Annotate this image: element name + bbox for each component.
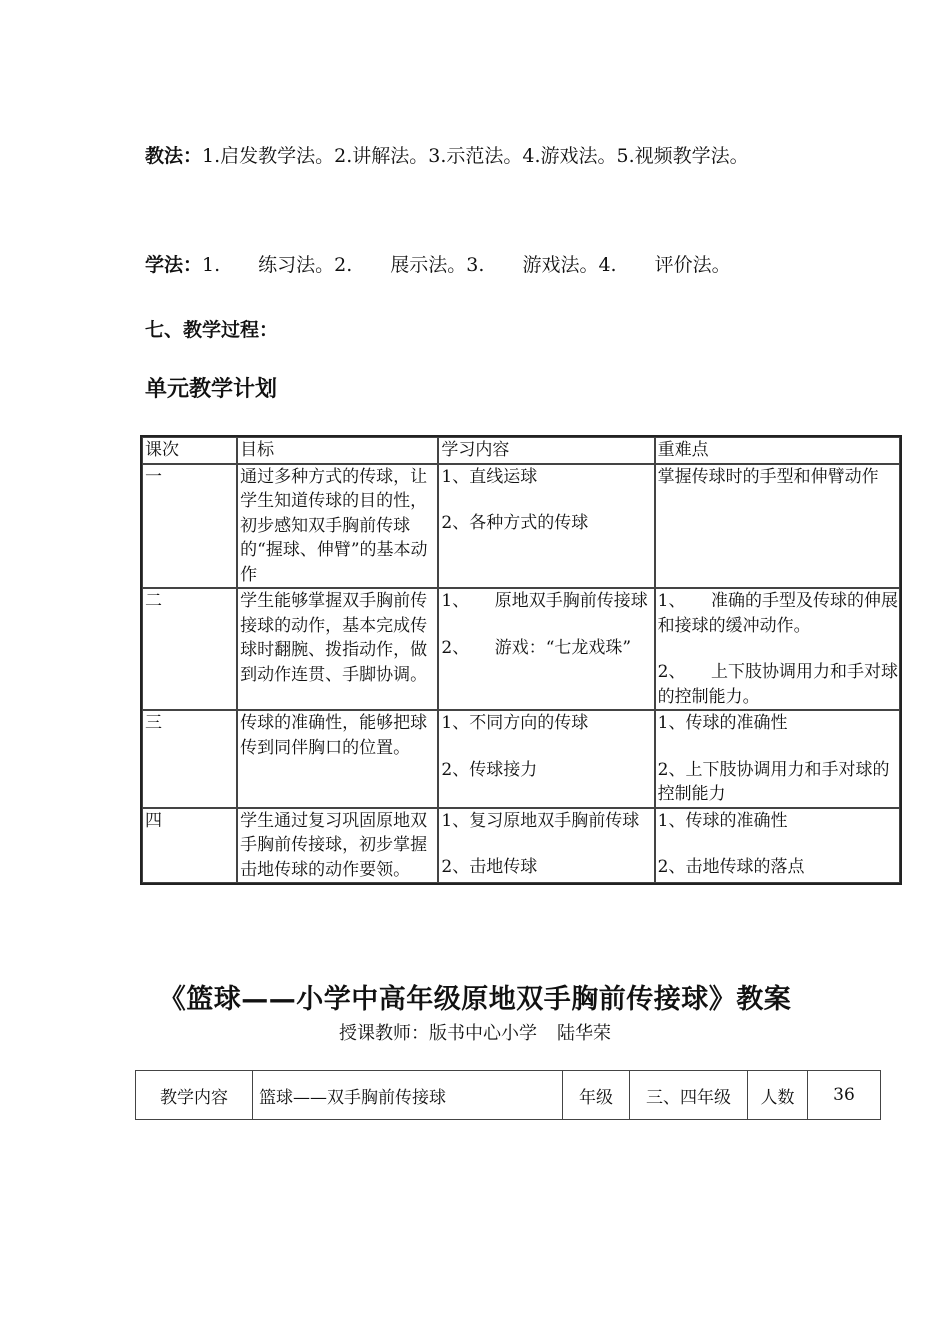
learning-methods-label: 学法： <box>145 254 203 276</box>
goal-cell: 学生能够掌握双手胸前传接球的动作，基本完成传球时翻腕、拨指动作，做到动作连贯、手脚协调。 <box>237 588 438 710</box>
key-point-item: 2、击地传球的落点 <box>657 857 805 877</box>
key-point-item: 1、 准确的手型及传球的伸展和接球的缓冲动作。 <box>657 591 898 636</box>
content-cell <box>438 588 654 710</box>
learning-methods <box>145 243 805 287</box>
lesson-info-table <box>135 1070 881 1120</box>
key-point-item: 2、 上下肢协调用力和手对球的控制能力。 <box>657 662 898 707</box>
table-row <box>136 1071 881 1120</box>
learning-method-item: 游戏法。4. <box>522 254 617 276</box>
content-item: 1、不同方向的传球 <box>441 713 589 733</box>
key-points-cell <box>655 808 900 884</box>
teaching-methods-label: 教法： <box>145 145 203 167</box>
goal-cell: 通过多种方式的传球，让学生知道传球的目的性，初步感知双手胸前传球的“握球、伸臂”的基本动作 <box>237 464 438 589</box>
content-item: 2、击地传球 <box>441 857 538 877</box>
column-header: 课次 <box>142 437 237 464</box>
column-header: 重难点 <box>655 437 900 464</box>
learning-method-item: 练习法。2. <box>258 254 353 276</box>
column-header: 学习内容 <box>438 437 654 464</box>
count-value-cell: 36 <box>808 1071 881 1120</box>
content-item: 2、各种方式的传球 <box>441 513 589 533</box>
content-value-cell: 篮球——双手胸前传接球 <box>253 1071 563 1120</box>
table-header-row <box>142 437 900 464</box>
content-item: 1、直线运球 <box>441 466 538 487</box>
teacher-name: 陆华荣 <box>557 1023 611 1044</box>
teaching-methods <box>145 134 805 178</box>
teaching-methods-text: 1.启发教学法。2.讲解法。3.示范法。4.游戏法。5.视频教学法。 <box>202 145 749 167</box>
lesson-cell: 二 <box>142 588 237 710</box>
count-label-cell: 人数 <box>748 1071 808 1120</box>
key-point-item: 1、传球的准确性 <box>657 810 788 831</box>
table-row <box>142 808 900 884</box>
content-label-cell: 教学内容 <box>136 1071 253 1120</box>
content-item: 2、传球接力 <box>441 759 538 780</box>
teacher-line <box>0 1020 950 1048</box>
column-header: 目标 <box>237 437 438 464</box>
unit-plan-heading: 单元教学计划 <box>145 377 278 402</box>
learning-method-item: 评价法。 <box>654 254 731 276</box>
key-point-item: 掌握传球时的手型和伸臂动作 <box>657 466 879 487</box>
lesson-cell: 一 <box>142 464 237 589</box>
content-cell <box>438 464 654 589</box>
table-row <box>142 710 900 808</box>
content-item: 1、 原地双手胸前传接球 <box>441 591 648 611</box>
learning-method-item: 1. <box>202 254 221 276</box>
learning-method-item: 展示法。3. <box>390 254 485 276</box>
content-item: 1、复习原地双手胸前传球 <box>441 810 640 831</box>
content-cell <box>438 808 654 884</box>
goal-cell: 传球的准确性，能够把球传到同伴胸口的位置。 <box>237 710 438 808</box>
table-row <box>142 588 900 710</box>
key-points-cell <box>655 588 900 710</box>
grade-value-cell: 三、四年级 <box>630 1071 748 1120</box>
content-item: 2、 游戏：“七龙戏珠” <box>441 637 632 658</box>
grade-label-cell: 年级 <box>563 1071 630 1120</box>
content-cell <box>438 710 654 808</box>
lesson-plan-title: 《篮球——小学中高年级原地双手胸前传接球》教案 <box>158 984 792 1015</box>
table-row <box>142 464 900 589</box>
process-heading: 七、教学过程： <box>145 319 279 341</box>
goal-cell: 学生通过复习巩固原地双手胸前传接球，初步掌握击地传球的动作要领。 <box>237 808 438 884</box>
lesson-cell: 四 <box>142 808 237 884</box>
key-point-item: 2、上下肢协调用力和手对球的控制能力 <box>657 759 890 804</box>
key-points-cell <box>655 710 900 808</box>
unit-plan-table <box>140 435 902 885</box>
lesson-cell: 三 <box>142 710 237 808</box>
key-point-item: 1、传球的准确性 <box>657 713 788 733</box>
key-points-cell <box>655 464 900 589</box>
teacher-label: 授课教师：版书中心小学 <box>339 1023 537 1044</box>
